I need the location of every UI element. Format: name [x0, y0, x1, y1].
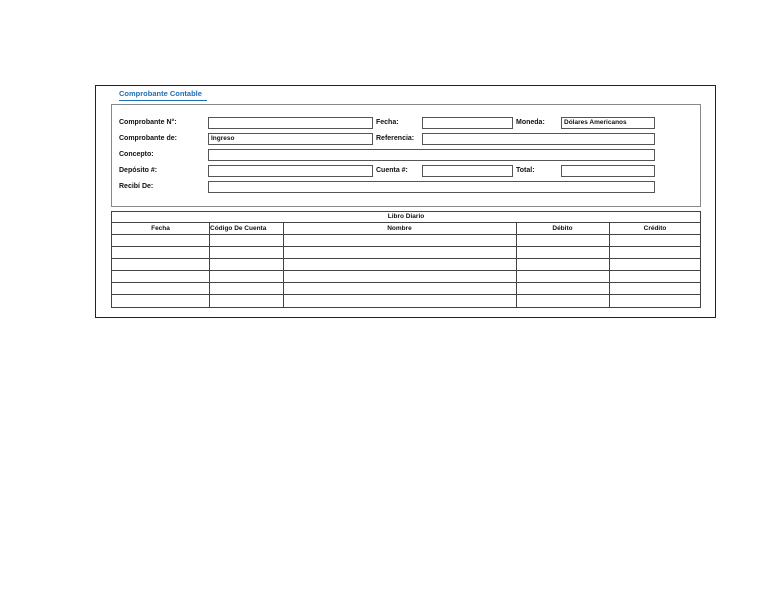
column-header-nombre: Nombre [387, 225, 412, 232]
table-row[interactable] [112, 282, 700, 283]
recibi-de-label: Recibí De: [119, 183, 154, 190]
table-row[interactable] [112, 234, 700, 235]
column-header-debito: Débito [552, 225, 573, 232]
column-header-codigo-de-cuenta: Código De Cuenta [210, 225, 267, 232]
libro-diario-title: Libro Diario [112, 212, 700, 223]
table-row[interactable] [112, 246, 700, 247]
table-row[interactable] [112, 270, 700, 271]
cuenta-field[interactable] [422, 165, 513, 177]
cuenta-label: Cuenta #: [376, 167, 408, 174]
comprobante-no-label: Comprobante N°: [119, 119, 177, 126]
fecha-label: Fecha: [376, 119, 399, 126]
concepto-label: Concepto: [119, 151, 154, 158]
fecha-field[interactable] [422, 117, 513, 129]
total-field[interactable] [561, 165, 655, 177]
column-header-fecha: Fecha [151, 225, 170, 232]
deposito-field[interactable] [208, 165, 373, 177]
libro-diario-table [111, 211, 701, 308]
comprobante-de-label: Comprobante de: [119, 135, 177, 142]
referencia-label: Referencia: [376, 135, 415, 142]
column-header-credito: Crédito [643, 225, 667, 232]
moneda-label: Moneda: [516, 119, 545, 126]
table-row[interactable] [112, 258, 700, 259]
referencia-field[interactable] [422, 133, 655, 145]
moneda-field[interactable]: Dólares Americanos [561, 117, 655, 129]
concepto-field[interactable] [208, 149, 655, 161]
recibi-de-field[interactable] [208, 181, 655, 193]
comprobante-no-field[interactable] [208, 117, 373, 129]
comprobante-de-field[interactable]: Ingreso [208, 133, 373, 145]
table-row[interactable] [112, 294, 700, 295]
deposito-label: Depósito #: [119, 167, 158, 174]
total-label: Total: [516, 167, 535, 174]
tab-comprobante-contable[interactable]: Comprobante Contable [119, 89, 207, 101]
